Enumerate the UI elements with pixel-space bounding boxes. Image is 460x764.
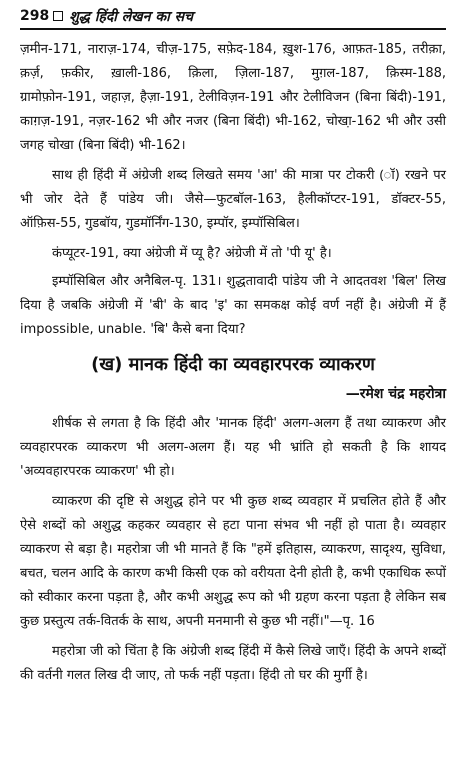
paragraph-title-remark: शीर्षक से लगता है कि हिंदी और 'मानक हिंदी' अलग-अलग हैं तथा व्याकरण और व्यवहारपरक व्याकरण भी अलग-अलग हैं। यह भी भ्रांति हो सकती है कि शायद 'अव्यवहारपरक व्याकरण' भी हो। [20,416,446,479]
paragraph-english-words: साथ ही हिंदी में अंग्रेजी शब्द लिखते समय 'आ' की मात्रा पर टोकरी (ॉ) रखने पर भी जोर देते हैं पांडेय जी। जैसे—फुटबॉल-163, हैलीकॉप्टर-191, डॉक्टर-55, ऑफ़िस-55, गुडबॉय, गुडमॉर्निंग-130, इम्पॉर, इम्पॉसिबिल। [20,168,446,231]
paragraph-computer: कंप्यूटर-191, क्या अंग्रेजी में प्यू है? अंग्रेजी में तो 'पी यू' है। [52,246,332,261]
section-author: —रमेश चंद्र महरोत्रा [345,386,446,402]
paragraph-grammar-usage: व्याकरण की दृष्टि से अशुद्ध होने पर भी कुछ शब्द व्यवहार में प्रचलित होते हैं और ऐसे शब्दों को अशुद्ध कहकर व्यवहार से हटा पाना संभव भी नहीं हो पाता है। व्यवहार व्याकरण से बड़ा है। महरोत्रा जी भी मानते हैं कि "हमें इतिहास, व्याकरण, सादृश्य, सुविधा, बचत, चलन आदि के कारण कभी किसी एक को वरीयता देनी होती है, कभी एकाधिक रूपों को स्वीकार करना पड़ता है, और कभी अशुद्ध रूप को भी ग्रहण करना पड़ता है लेकिन सब कुछ प्रस्तुत्य तर्क-वितर्क के साथ, अपनी मनमानी से कुछ भी नहीं।"—पृ. 16 [20,494,446,629]
running-title: शुद्ध हिंदी लेखन का सच [69,8,194,25]
paragraph-mehrotra-concern: महरोत्रा जी को चिंता है कि अंग्रेजी शब्द हिंदी में कैसे लिखे जाएँ। हिंदी के अपने शब्दों की वर्तनी गलत लिख दी जाए, तो फर्क नहीं पड़ता। हिंदी तो घर की मुर्गी है। [20,644,446,683]
body-text [20,38,446,688]
section-heading: (ख) मानक हिंदी का व्यवहारपरक व्याकरण [91,354,375,375]
paragraph-word-list: ज़मीन-171, नाराज़-174, चीज़-175, सफ़ेद-184, ख़ुश-176, आफ़त-185, तरीक़ा, क़र्ज़, फ़कीर, ख़ाली-186, क़िला, ज़िला-187, मुग़ल-187, क़िस्म-188, ग्रामोफ़ोन-191, जहाज़, हैज़ा-191, टेलीविज़न-191 और टेलीविजन (बिना बिंदी)-191, काग़ज़-191, नज़र-162 भी और नजर (बिना बिंदी) भी-162, चोखा़-162 भी और उसी जगह चोखा (बिना बिंदी) भी-162। [20,42,446,153]
page-header [20,4,446,30]
page-number: 298 [20,8,50,24]
square-bullet-icon [53,11,63,21]
paragraph-impossible: इम्पॉसिबिल और अनैबिल-पृ. 131। शुद्धतावादी पांडेय जी ने आदतवश 'बिल' लिख दिया है जबकि अंग्रेजी में 'बी' के बाद 'इ' का समकक्ष कोई वर्ण नहीं है। अंग्रेजी में हैं impossible, unable. 'बि' कैसे बना दिया? [20,274,446,337]
